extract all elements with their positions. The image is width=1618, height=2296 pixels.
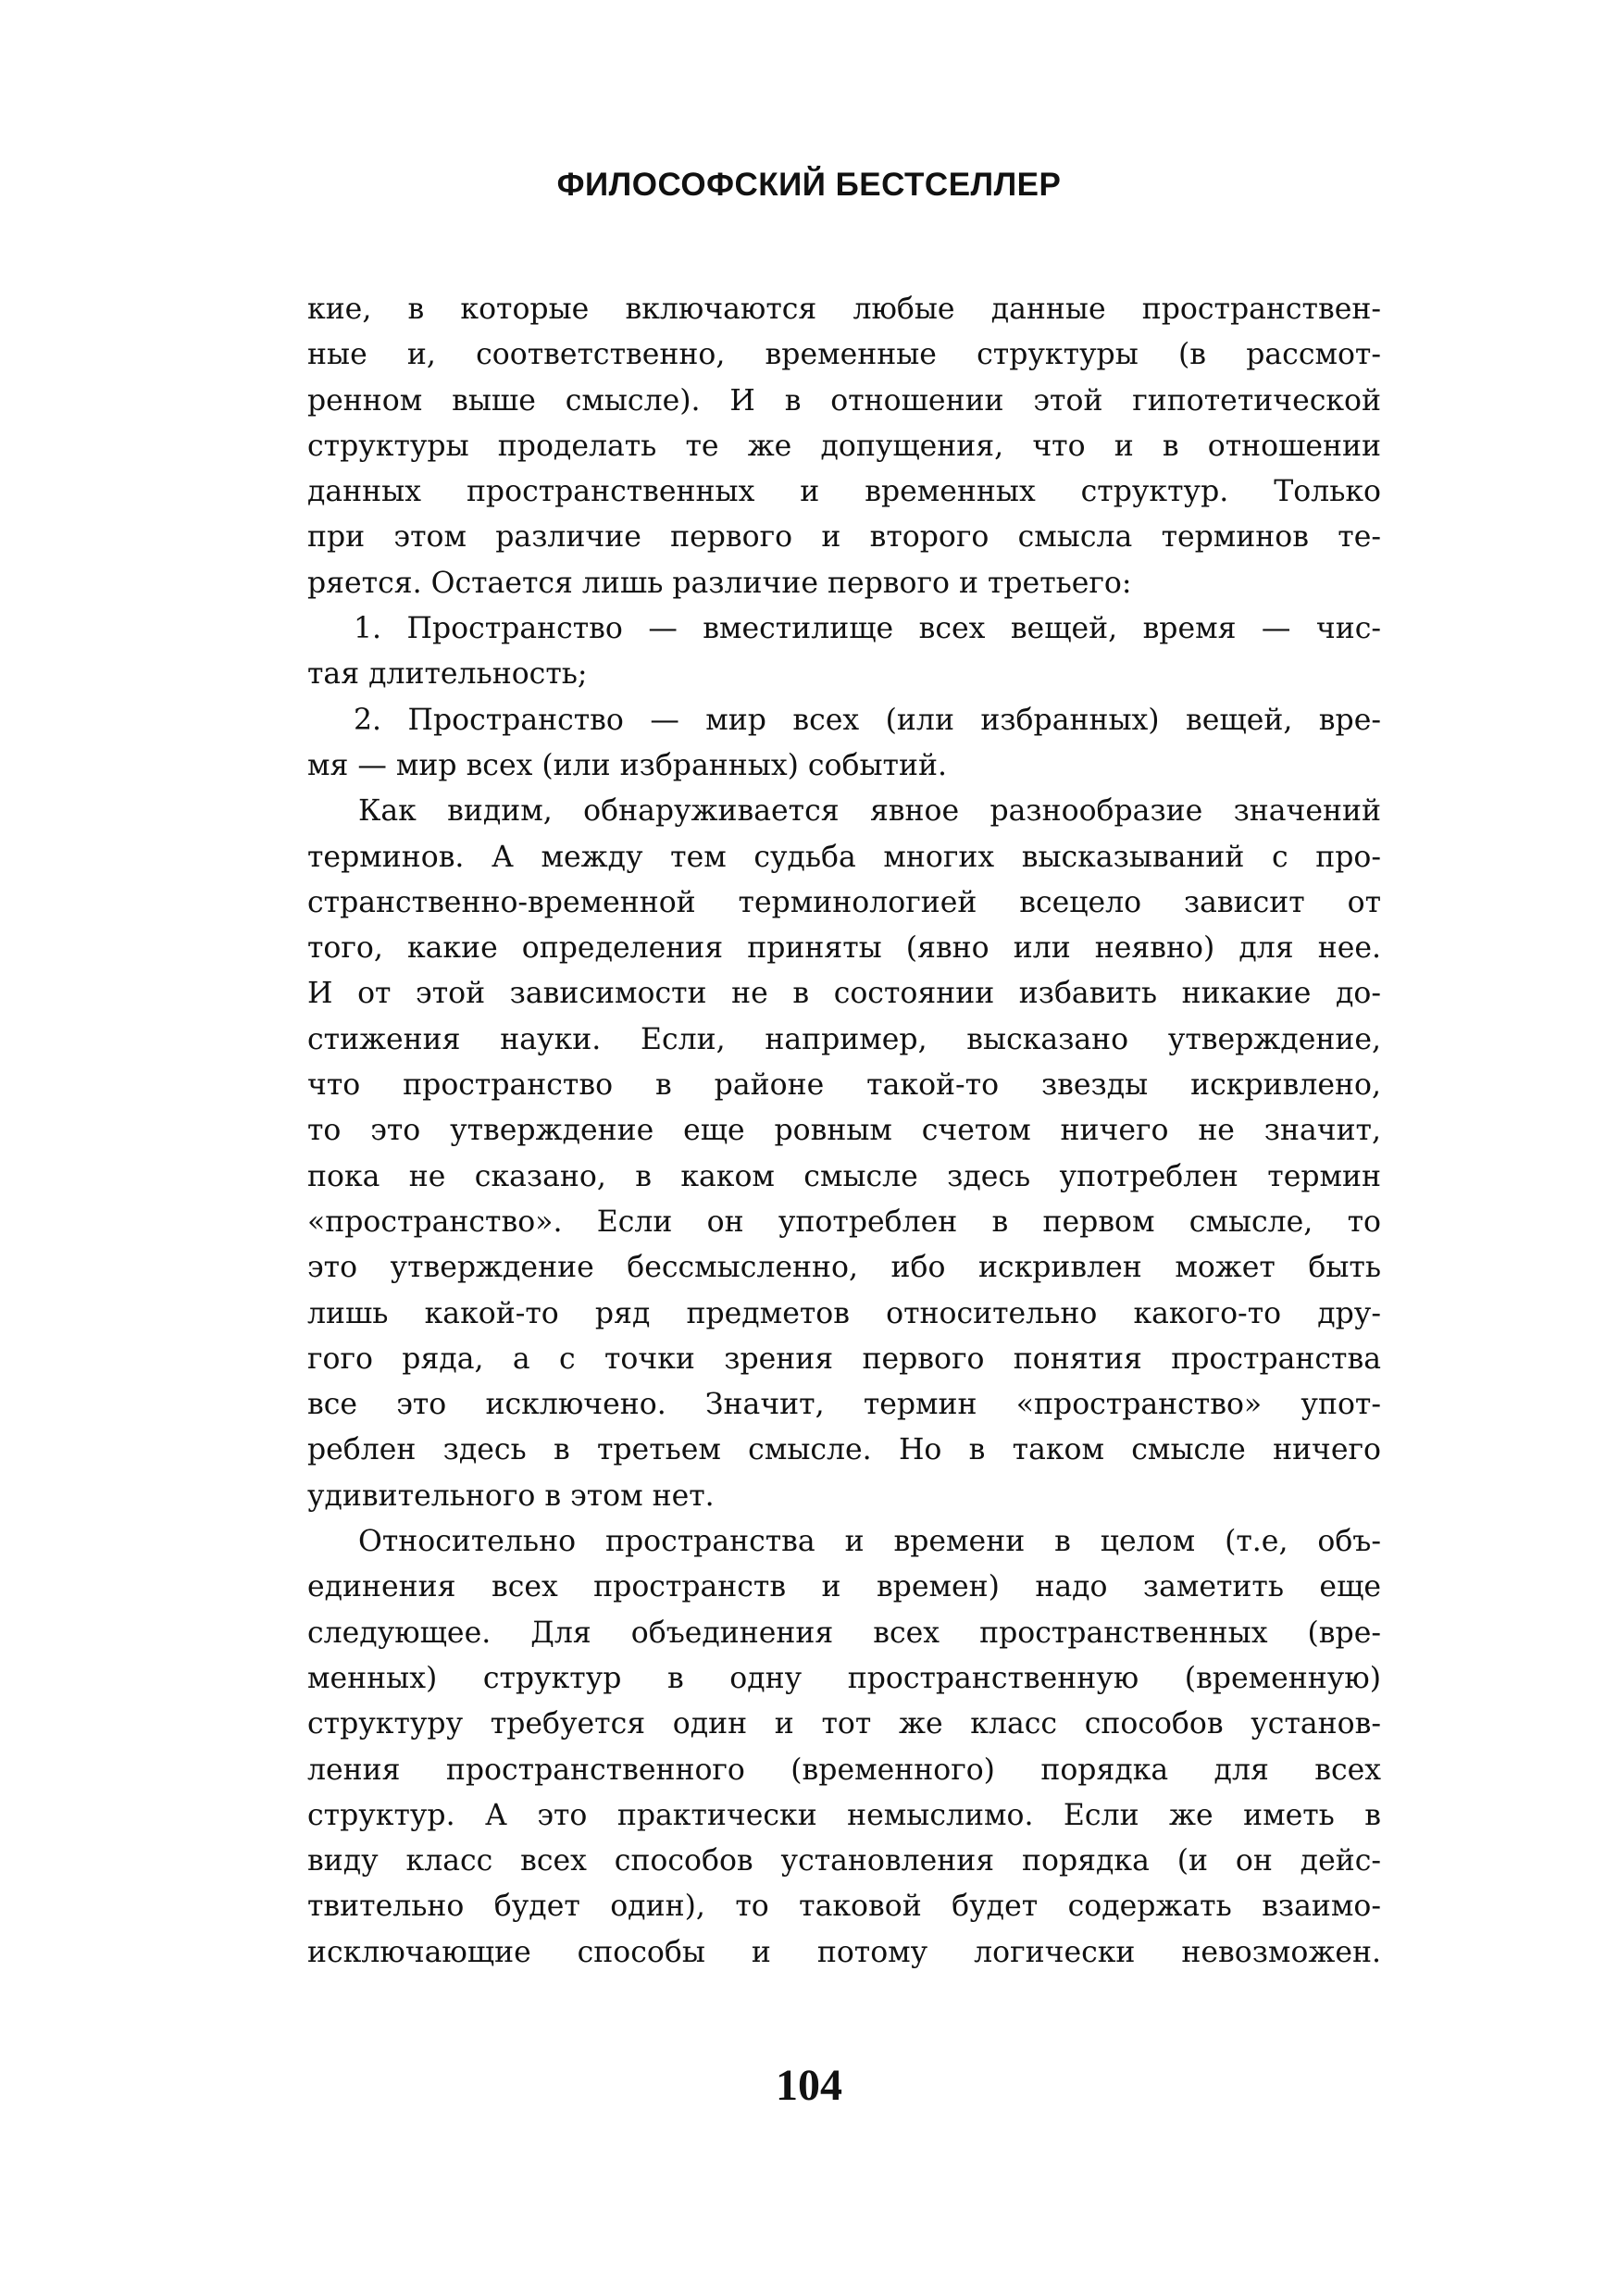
text-line: все это исключено. Значит, термин «пространство» упот- [307,1388,1381,1422]
text-line: тая длительность; [307,657,588,692]
list-item-1: 1. Пространство — вместилище всех вещей, время — чис- [354,612,1381,646]
text-line: удивительного в этом нет. [307,1479,715,1513]
text-line: пока не сказано, в каком смысле здесь употреблен термин [307,1159,1381,1193]
list-item-2: 2. Пространство — мир всех (или избранных) вещей, вре- [354,703,1381,737]
text-line: виду класс всех способов установления порядка (и он дейс- [307,1844,1381,1878]
text-line: того, какие определения приняты (явно или неявно) для нее. [307,931,1381,966]
text-line: ренном выше смысле). И в отношении этой гипотетической [307,383,1381,418]
text-line: структур. А это практически немыслимо. Если же иметь в [307,1798,1381,1832]
text-line: кие, в которые включаются любые данные пространствен- [307,293,1381,326]
text-line: странственно-временной терминологией всецело зависит от [307,885,1381,919]
text-line: лишь какой-то ряд предметов относительно какого-то дру- [307,1296,1381,1330]
text-line: терминов. А между тем судьба многих высказываний с про- [307,840,1381,874]
text-line: мя — мир всех (или избранных) событий. [307,748,947,782]
text-line: это утверждение бессмысленно, ибо искривлен может быть [307,1251,1381,1285]
page-number: 104 [776,2061,842,2110]
text-line: то это утверждение еще ровным счетом ничего не значит, [307,1114,1381,1148]
text-line: исключающие способы и потому логически невозможен. [307,1935,1381,1969]
text-line: следующее. Для объединения всех пространственных (вре- [307,1616,1381,1650]
text-line: структуру требуется один и тот же класс способов установ- [307,1707,1381,1741]
text-line: ряется. Остается лишь различие первого и третьего: [307,566,1132,600]
text-line: данных пространственных и временных структур. Только [307,475,1381,509]
text-line: единения всех пространств и времен) надо заметить еще [307,1570,1381,1604]
text-line: структуры проделать те же допущения, что и в отношении [307,429,1381,463]
text-line: твительно будет один), то таковой будет содержать взаимо- [307,1890,1381,1924]
text-line: ные и, соответственно, временные структуры (в рассмот- [307,338,1381,372]
running-title: ФИЛОСОФСКИЙ БЕСТСЕЛЛЕР [556,167,1062,203]
text-line: ления пространственного (временного) порядка для всех [307,1753,1381,1787]
paragraph-start: Как видим, обнаруживается явное разнообразие значений [358,794,1381,829]
text-line: менных) структур в одну пространственную (временную) [307,1661,1381,1695]
text-line: что пространство в районе такой-то звезды искривлено, [307,1068,1381,1103]
text-line: стижения науки. Если, например, высказано утверждение, [307,1022,1381,1056]
paragraph-start: Относительно пространства и времени в целом (т.е, объ- [358,1525,1381,1559]
text-line: реблен здесь в третьем смысле. Но в таком смысле ничего [307,1433,1381,1467]
body-text [307,287,1381,1976]
text-line: при этом различие первого и второго смысла терминов те- [307,520,1381,555]
text-line: «пространство». Если он употреблен в первом смысле, то [307,1204,1381,1239]
text-line: И от этой зависимости не в состоянии избавить никакие до- [307,977,1381,1011]
text-line: гого ряда, а с точки зрения первого понятия пространства [307,1341,1381,1376]
